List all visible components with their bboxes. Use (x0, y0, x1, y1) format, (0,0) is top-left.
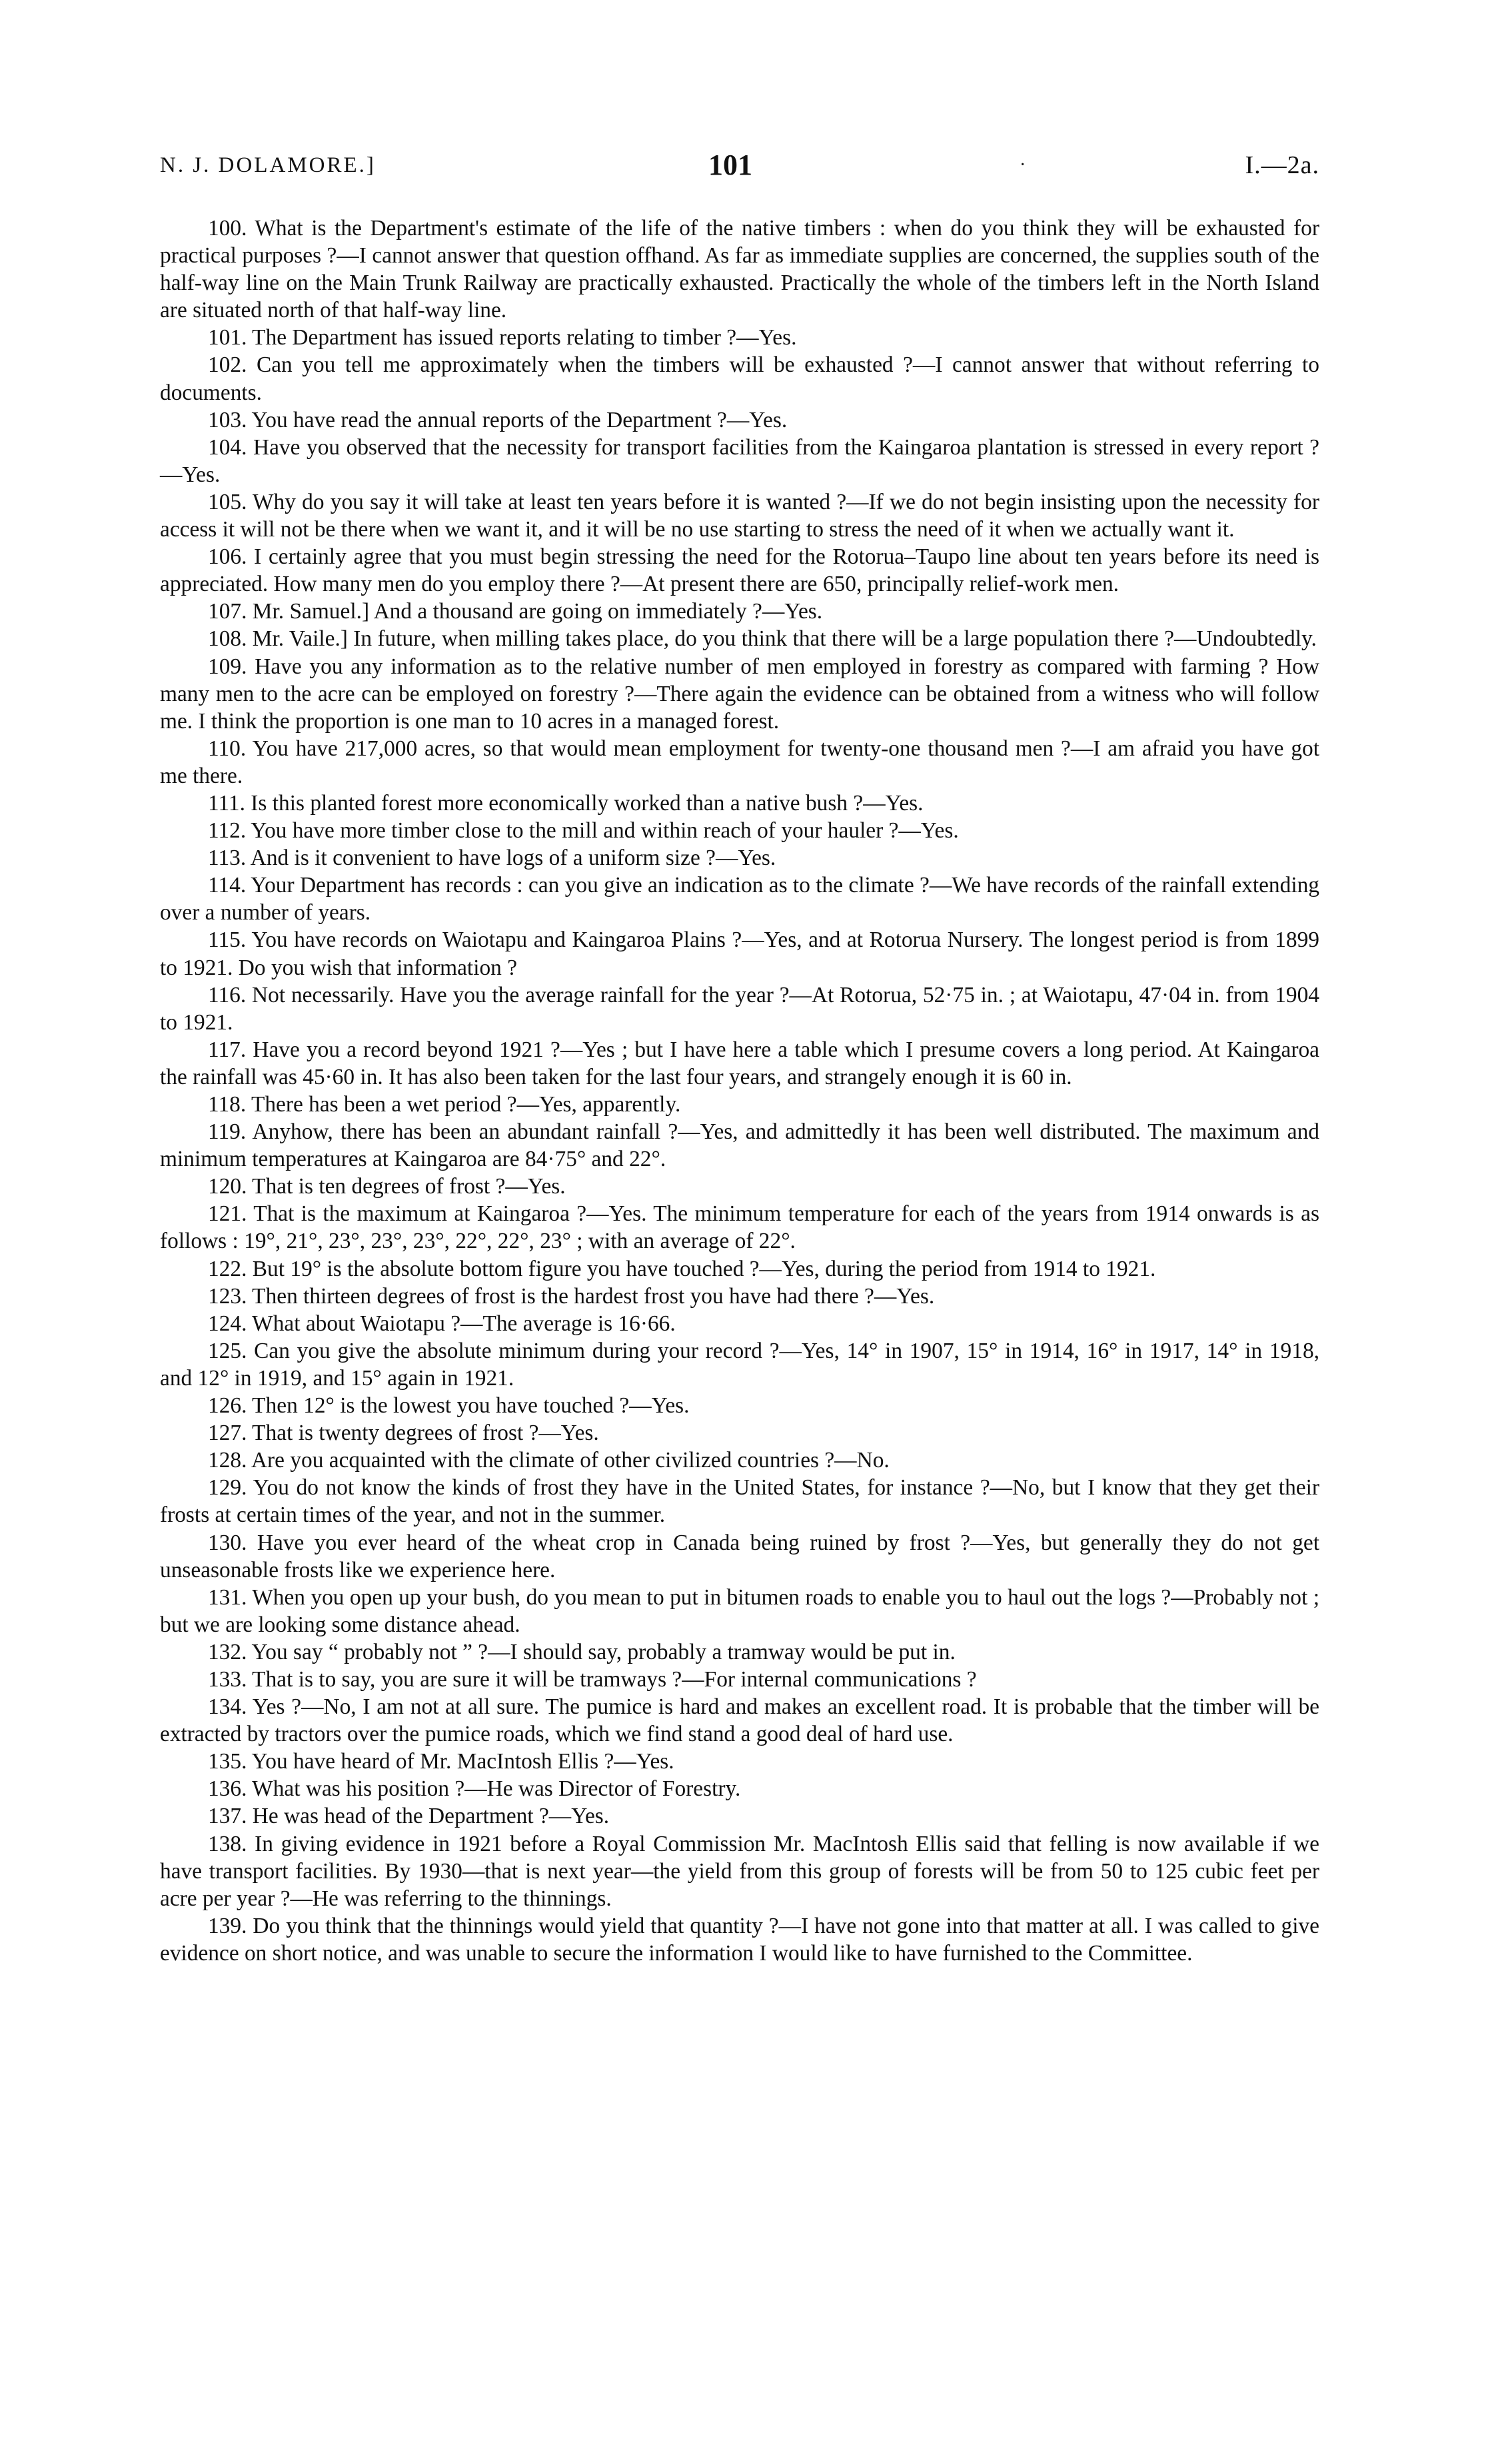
paragraph-123: 123. Then thirteen degrees of frost is the hardest frost you have had there ?—Yes. (208, 1283, 935, 1309)
paragraph-102: 102. Can you tell me approximately when the timbers will be exhausted ?—I cannot answer that without referring to documents. (160, 352, 1319, 405)
paragraph-131: 131. When you open up your bush, do you mean to put in bitumen roads to enable you to haul out the logs ?—Probably not ; but we are looking some distance ahead. (160, 1584, 1319, 1637)
paragraph-120: 120. That is ten degrees of frost ?—Yes. (208, 1174, 566, 1199)
paragraph-130: 130. Have you ever heard of the wheat crop in Canada being ruined by frost ?—Yes, but generally they do not get unseasonable frosts like we experience here. (160, 1530, 1319, 1582)
paragraph-139: 139. Do you think that the thinnings would yield that quantity ?—I have not gone into that matter at all. I was called to give evidence on short notice, and was unable to secure the information I would like to have furnished to the Committee. (160, 1913, 1319, 1966)
paragraph-133: 133. That is to say, you are sure it will be tramways ?—For internal communications ? (208, 1666, 977, 1692)
paragraph-107: 107. Mr. Samuel.] And a thousand are going on immediately ?—Yes. (208, 599, 823, 624)
paragraph-138: 138. In giving evidence in 1921 before a Royal Commission Mr. MacIntosh Ellis said that felling is now available if we have transport facilities. By 1930—that is next year—the yield from this group of forests will be from 50 to 125 cubic feet per acre per year ?—He was referring to the thinnings. (160, 1831, 1319, 1911)
paragraph-122: 122. But 19° is the absolute bottom figure you have touched ?—Yes, during the period from 1914 to 1921. (208, 1256, 1156, 1281)
paragraph-137: 137. He was head of the Department ?—Yes. (208, 1804, 610, 1829)
document-reference: I.—2a. (1245, 151, 1319, 179)
paragraph-105: 105. Why do you say it will take at least ten years before it is wanted ?—If we do not begin insisting upon the necessity for access it will not be there when we want it, and it will be no use starting to stress the need of it when we actually want it. (160, 489, 1319, 542)
paragraph-134: 134. Yes ?—No, I am not at all sure. The pumice is hard and makes an excellent road. It is probable that the timber will be extracted by tractors over the pumice roads, which we find stand a good deal of hard use. (160, 1694, 1319, 1747)
paragraph-106: 106. I certainly agree that you must begin stressing the need for the Rotorua–Taupo line about ten years before its need is appreciated. How many men do you employ there ?—At present there are 650, principally relief-work men. (160, 544, 1319, 597)
paragraph-125: 125. Can you give the absolute minimum during your record ?—Yes, 14° in 1907, 15° in 1914, 16° in 1917, 14° in 1918, and 12° in 1919, and 15° again in 1921. (160, 1338, 1319, 1391)
paragraph-124: 124. What about Waiotapu ?—The average is 16·66. (208, 1311, 676, 1336)
paragraph-104: 104. Have you observed that the necessity for transport facilities from the Kaingaroa plantation is stressed in every report ?—Yes. (160, 434, 1319, 487)
paragraph-103: 103. You have read the annual reports of the Department ?—Yes. (208, 407, 788, 432)
paragraph-109: 109. Have you any information as to the relative number of men employed in forestry as compared with farming ? How many men to the acre can be employed on forestry ?—There again the evidence can be obtained from a witness who will follow me. I think the proportion is one man to 10 acres in a managed forest. (160, 654, 1319, 734)
evidence-body (160, 215, 1319, 1967)
paragraph-108: 108. Mr. Vaile.] In future, when milling takes place, do you think that there will be a large population there ?—Undoubtedly. (208, 626, 1317, 652)
paragraph-117: 117. Have you a record beyond 1921 ?—Yes ; but I have here a table which I presume covers a long period. At Kaingaroa the rainfall was 45·60 in. It has also been taken for the last four years, and strangely enough it is 60 in. (160, 1037, 1319, 1089)
paragraph-118: 118. There has been a wet period ?—Yes, apparently. (208, 1092, 681, 1117)
paragraph-136: 136. What was his position ?—He was Director of Forestry. (208, 1776, 741, 1802)
paragraph-110: 110. You have 217,000 acres, so that would mean employment for twenty-one thousand men ?—I am afraid you have got me there. (160, 736, 1319, 788)
page-header (160, 148, 1319, 188)
paragraph-112: 112. You have more timber close to the mill and within reach of your hauler ?—Yes. (208, 818, 959, 844)
paragraph-119: 119. Anyhow, there has been an abundant rainfall ?—Yes, and admittedly it has been well distributed. The maximum and minimum temperatures at Kaingaroa are 84·75° and 22°. (160, 1119, 1319, 1172)
paragraph-132: 132. You say “ probably not ” ?—I should say, probably a tramway would be put in. (208, 1639, 956, 1664)
paragraph-127: 127. That is twenty degrees of frost ?—Yes. (208, 1421, 599, 1446)
paragraph-114: 114. Your Department has records : can you give an indication as to the climate ?—We have records of the rainfall extending over a number of years. (160, 873, 1319, 925)
paragraph-128: 128. Are you acquainted with the climate of other civilized countries ?—No. (208, 1448, 890, 1473)
paragraph-121: 121. That is the maximum at Kaingaroa ?—Yes. The minimum temperature for each of the years from 1914 onwards is as follows : 19°, 21°, 23°, 23°, 23°, 22°, 22°, 23° ; with an average of 22°. (160, 1201, 1319, 1254)
paragraph-113: 113. And is it convenient to have logs of a uniform size ?—Yes. (208, 846, 776, 871)
page-number: 101 (708, 149, 752, 181)
paragraph-100: 100. What is the Department's estimate of the life of the native timbers : when do you think they will be exhausted for practical purposes ?—I cannot answer that question offhand. As far as immediate supplies are concerned, the supplies south of the half-way line on the Main Trunk Railway are practically exhausted. Practically the whole of the timbers left in the North Island are situated north of that half-way line. (160, 216, 1319, 323)
paragraph-135: 135. You have heard of Mr. MacIntosh Ellis ?—Yes. (208, 1749, 674, 1774)
paragraph-126: 126. Then 12° is the lowest you have touched ?—Yes. (208, 1393, 690, 1419)
paragraph-116: 116. Not necessarily. Have you the average rainfall for the year ?—At Rotorua, 52·75 in. ; at Waiotapu, 47·04 in. from 1904 to 1921. (160, 982, 1319, 1035)
witness-name: N. J. DOLAMORE.] (160, 153, 376, 177)
paragraph-101: 101. The Department has issued reports relating to timber ?—Yes. (208, 325, 797, 350)
header-mark: · (1020, 155, 1026, 175)
paragraph-115: 115. You have records on Waiotapu and Kaingaroa Plains ?—Yes, and at Rotorua Nursery. The longest period is from 1899 to 1921. Do you wish that information ? (160, 927, 1319, 980)
paragraph-111: 111. Is this planted forest more economically worked than a native bush ?—Yes. (208, 790, 924, 816)
paragraph-129: 129. You do not know the kinds of frost they have in the United States, for instance ?—No, but I know that they get their frosts at certain times of the year, and not in the summer. (160, 1475, 1319, 1528)
